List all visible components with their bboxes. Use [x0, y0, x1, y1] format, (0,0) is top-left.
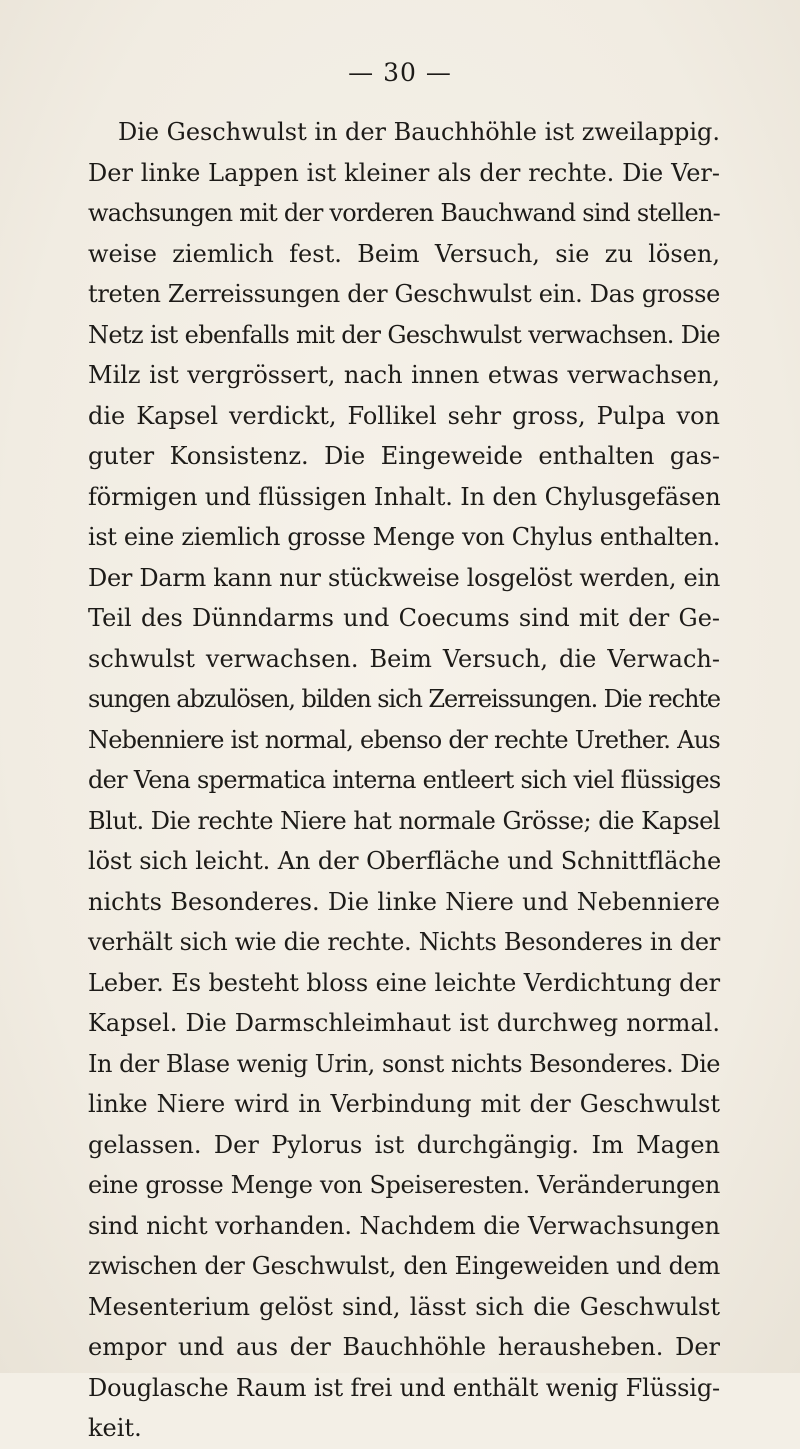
text-line: keit.	[88, 1414, 142, 1442]
text-line: treten Zerreissungen der Geschwulst ein. Das grosse	[88, 280, 721, 308]
text-line: verhält sich wie die rechte. Nichts Besonderes in der	[88, 928, 720, 956]
text-line: Milz ist vergrössert, nach innen etwas verwachsen,	[88, 361, 720, 389]
text-line: linke Niere wird in Verbindung mit der Geschwulst	[88, 1090, 720, 1118]
text-line: Der linke Lappen ist kleiner als der rechte. Die Ver-	[88, 158, 720, 187]
text-line: ist eine ziemlich grosse Menge von Chylus enthalten.	[88, 523, 720, 551]
text-line: Douglasche Raum ist frei und enthält wenig Flüssig-	[88, 1373, 720, 1402]
text-line: nichts Besonderes. Die linke Niere und Nebenniere	[88, 887, 720, 916]
text-line: Netz ist ebenfalls mit der Geschwulst verwachsen. Die	[88, 320, 721, 349]
text-line: Der Darm kann nur stückweise losgelöst werden, ein	[88, 563, 720, 592]
text-line: Die Geschwulst in der Bauchhöhle ist zweilappig.	[118, 118, 720, 146]
text-line: weise ziemlich fest. Beim Versuch, sie zu lösen,	[88, 239, 720, 268]
text-line: Kapsel. Die Darmschleimhaut ist durchweg normal.	[88, 1009, 720, 1037]
text-line: Leber. Es besteht bloss eine leichte Verdichtung der	[88, 968, 721, 997]
text-line: empor und aus der Bauchhöhle herausheben. Der	[88, 1333, 720, 1361]
text-line: eine grosse Menge von Speiseresten. Veränderungen	[88, 1171, 720, 1199]
text-line: zwischen der Geschwulst, den Eingeweiden und dem	[88, 1252, 720, 1280]
text-line: der Vena spermatica interna entleert sich viel flüssiges	[88, 766, 721, 794]
text-line: guter Konsistenz. Die Eingeweide enthalten gas-	[88, 442, 720, 470]
text-line: In der Blase wenig Urin, sonst nichts Besonderes. Die	[88, 1049, 720, 1078]
body-paragraph	[88, 112, 800, 1449]
text-line: gelassen. Der Pylorus ist durchgängig. Im Magen	[88, 1130, 720, 1159]
text-line: förmigen und flüssigen Inhalt. In den Chylusgefäsen	[88, 482, 721, 511]
text-line: Mesenterium gelöst sind, lässt sich die Geschwulst	[88, 1292, 720, 1321]
text-line: schwulst verwachsen. Beim Versuch, die Verwach-	[88, 644, 720, 673]
text-line: wachsungen mit der vorderen Bauchwand sind stellen-	[88, 199, 720, 227]
text-line: Teil des Dünndarms und Coecums sind mit der Ge-	[88, 604, 720, 632]
text-line: sungen abzulösen, bilden sich Zerreissungen. Die rechte	[88, 685, 720, 713]
text-line: Nebenniere ist normal, ebenso der rechte Urether. Aus	[88, 725, 720, 754]
text-line: löst sich leicht. An der Oberfläche und Schnittfläche	[88, 847, 722, 875]
text-line: die Kapsel verdickt, Follikel sehr gross, Pulpa von	[88, 401, 720, 430]
text-line: Blut. Die rechte Niere hat normale Grösse; die Kapsel	[88, 806, 720, 835]
page-number: — 30 —	[348, 58, 452, 87]
text-line: sind nicht vorhanden. Nachdem die Verwachsungen	[88, 1211, 720, 1240]
